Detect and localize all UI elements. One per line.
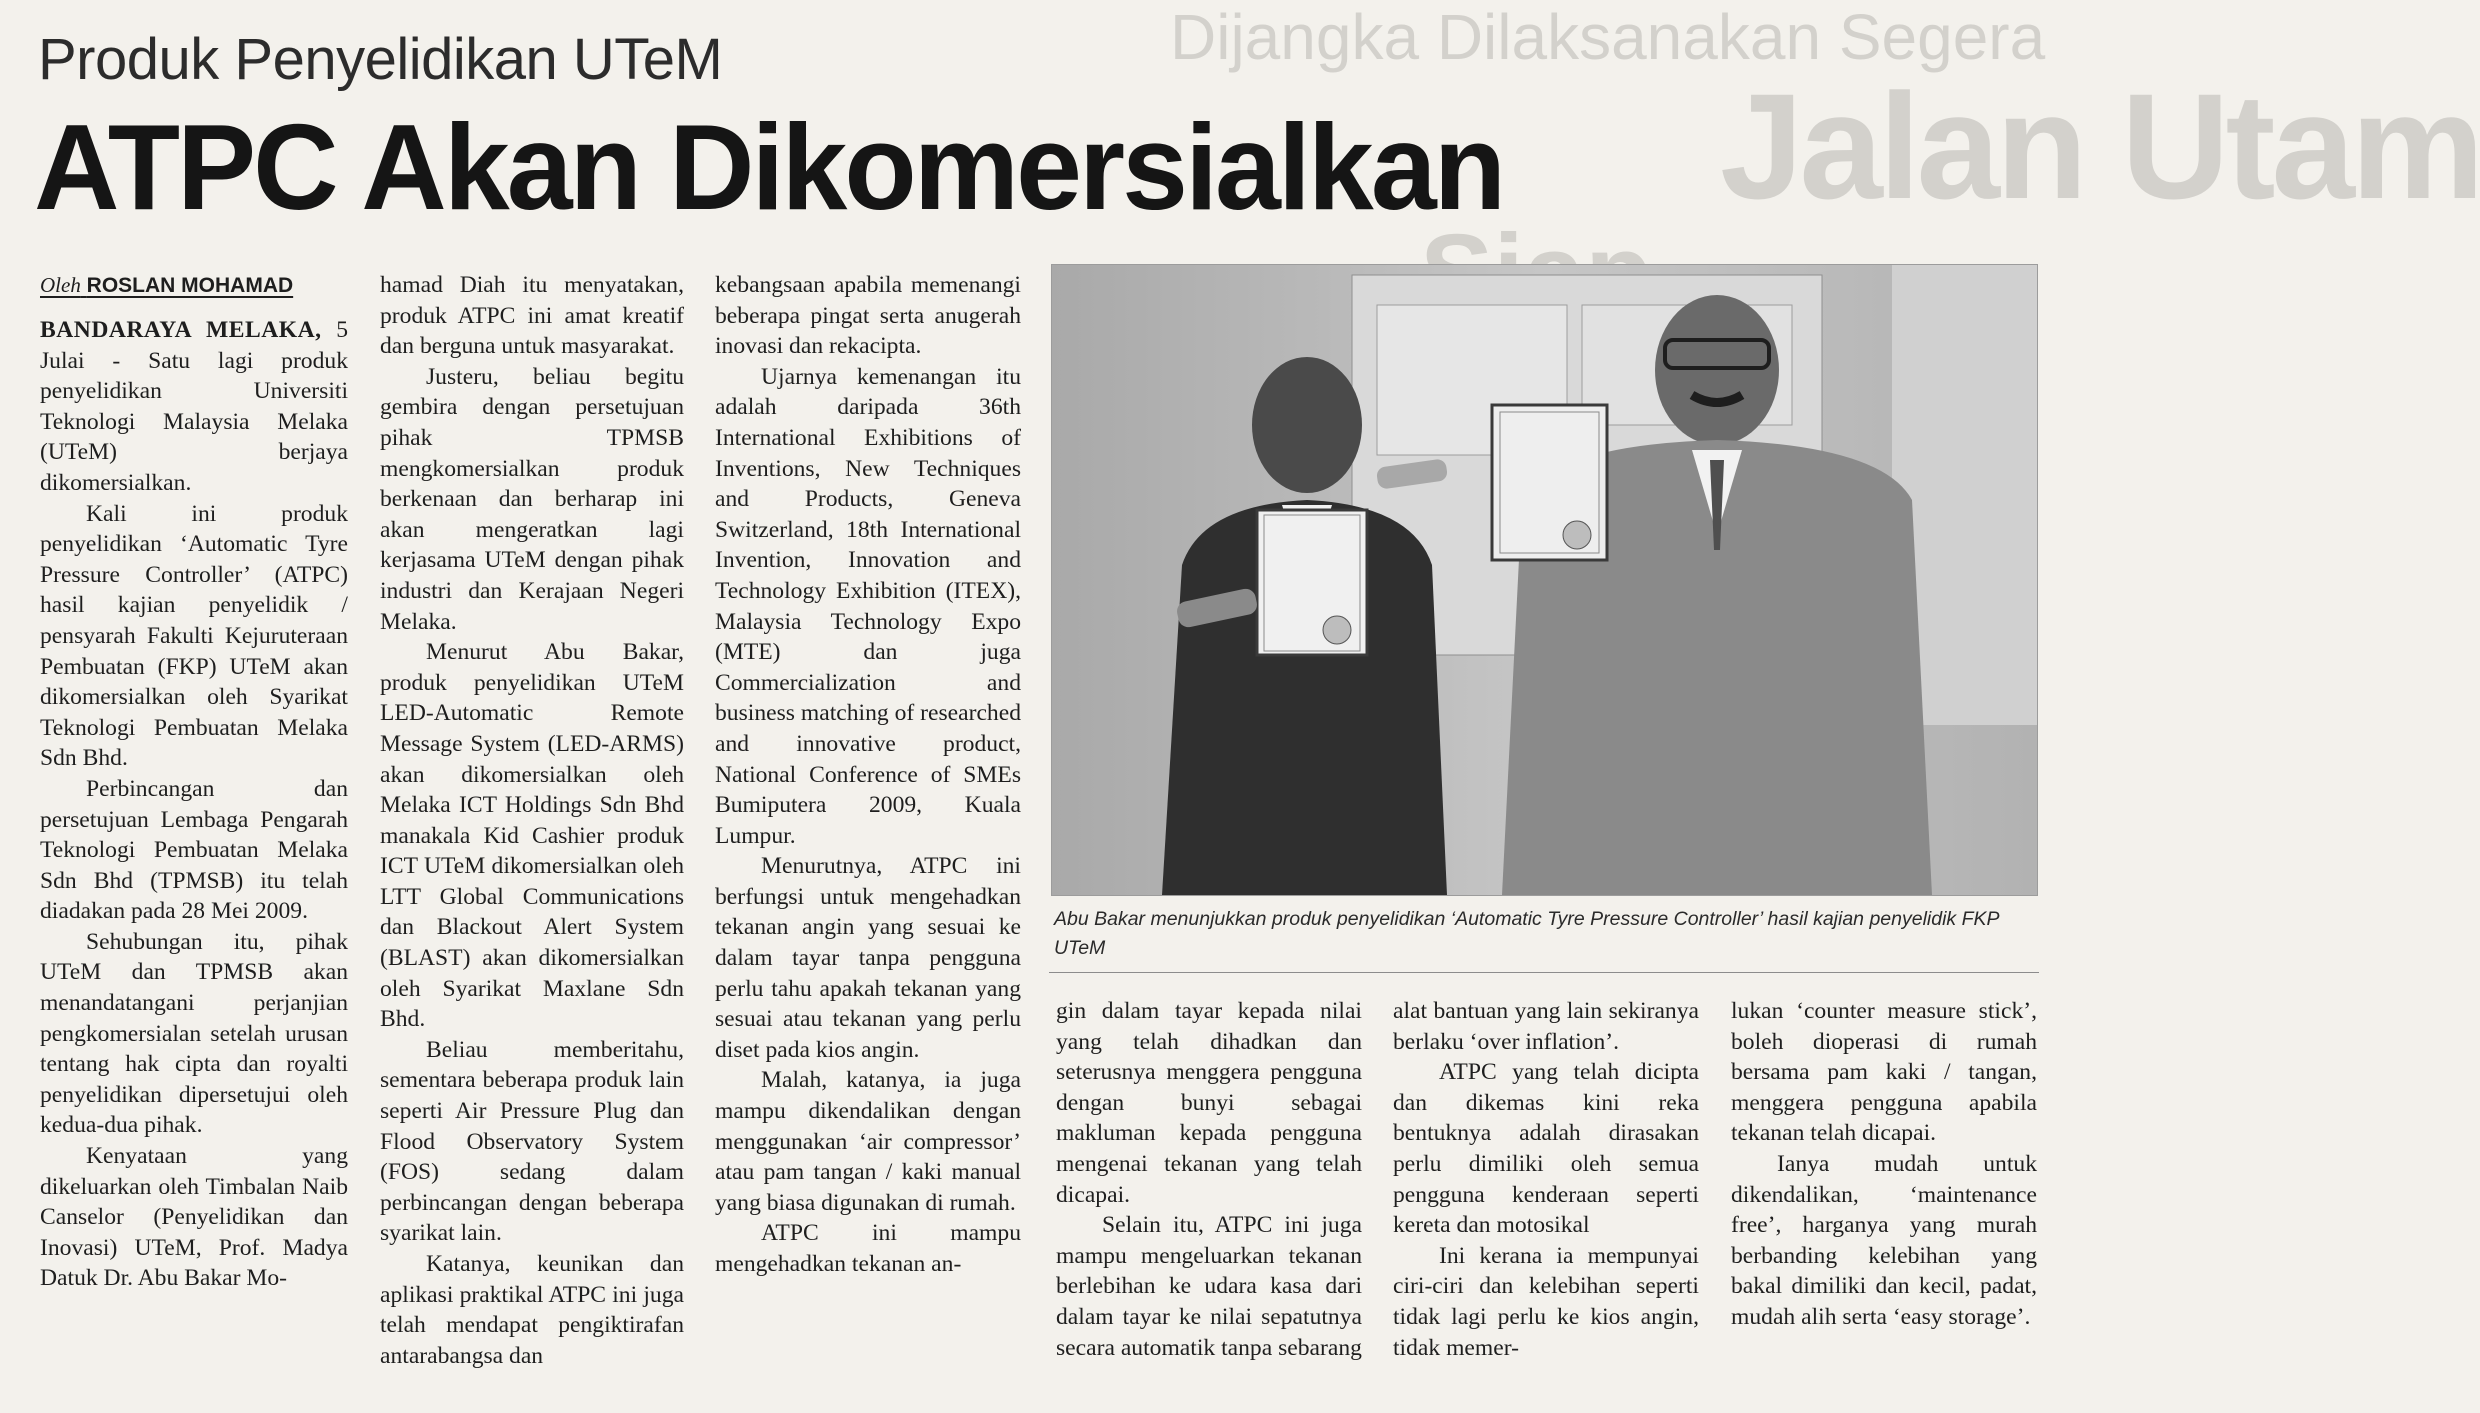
paragraph: Malah, katanya, ia juga mampu dikendalikan dengan menggunakan ‘air compressor’ atau pam tangan / kaki manual yang biasa digunakan di rumah.	[715, 1067, 1021, 1216]
byline-author: ROSLAN MOHAMAD	[86, 274, 294, 297]
paragraph: ATPC ini mampu mengehadkan tekanan an-	[715, 1220, 1021, 1277]
paragraph: kebangsaan apabila memenangi beberapa pingat serta anugerah inovasi dan rekacipta.	[715, 272, 1021, 360]
paragraph: Perbincangan dan persetujuan Lembaga Pengarah Teknologi Pembuatan Melaka Sdn Bhd (TPMSB) itu telah diadakan pada 28 Mei 2009.	[40, 775, 348, 925]
caption-divider	[1049, 972, 2039, 973]
paragraph: Justeru, beliau begitu gembira dengan persetujuan pihak TPMSB mengkomersialkan produk berkenaan dan berharap ini akan mengeratkan lagi kerjasama UTeM dengan pihak industri dan Kerajaan Negeri Melaka.	[380, 363, 684, 635]
certificate-left-seal	[1323, 616, 1351, 644]
photo-caption: Abu Bakar menunjukkan produk penyelidikan ‘Automatic Tyre Pressure Controller’ hasil kajian penyelidik FKP UTeM	[1054, 908, 1999, 959]
bleed-through-heading: Dijangka Dilaksanakan Segera	[1170, 1, 2046, 73]
article-headline: ATPC Akan Dikomersialkan	[34, 99, 1504, 235]
article-column-6	[1731, 996, 2037, 1333]
paragraph: Ianya mudah untuk dikendalikan, ‘maintenance free’, harganya yang murah berbanding kelebihan yang bakal dimiliki dan kecil, padat, mudah alih serta ‘easy storage’.	[1731, 1150, 2037, 1330]
byline-prefix: Oleh	[40, 273, 81, 297]
byline	[40, 270, 348, 301]
paragraph-text: 5 Julai - Satu lagi produk penyelidikan Universiti Teknologi Malaysia Melaka (UTeM) berjaya dikomersialkan.	[40, 317, 348, 496]
article-column-5	[1393, 996, 1699, 1363]
paragraph: hamad Diah itu menyatakan, produk ATPC ini amat kreatif dan berguna untuk masyarakat.	[380, 272, 684, 360]
paragraph: Kali ini produk penyelidikan ‘Automatic Tyre Pressure Controller’ (ATPC) hasil kajian penyelidik / pensyarah Fakulti Kejuruteraan Pembuatan (FKP) UTeM akan dikomersialkan oleh Syarikat Teknologi Pembuatan Melaka Sdn Bhd.	[40, 500, 348, 772]
paragraph: Ini kerana ia mempunyai ciri-ciri dan kelebihan seperti tidak lagi perlu ke kios angin, tidak memer-	[1393, 1242, 1699, 1361]
paragraph: Katanya, keunikan dan aplikasi praktikal ATPC ini juga telah mendapat pengiktirafan antarabangsa dan	[380, 1251, 684, 1369]
article-column-4	[1056, 996, 1362, 1363]
paragraph: Ujarnya kemenangan itu adalah daripada 36th International Exhibitions of Inventions, New Techniques and Products, Geneva Switzerland, 18th International Invention, Innovation and Technology Exhibition (ITEX), Malaysia Technology Expo (MTE) dan juga Commercialization and business matching of researched and innovative product, National Conference of SMEs Bumiputera 2009, Kuala Lumpur.	[715, 363, 1021, 849]
paragraph: Selain itu, ATPC ini juga mampu mengeluarkan tekanan berlebihan ke udara kasa dari dalam tayar ke nilai sepatutnya secara automatik tanpa sebarang	[1056, 1212, 1362, 1361]
article-column-1	[40, 270, 348, 1294]
article-kicker: Produk Penyelidikan UTeM	[38, 27, 723, 92]
paragraph: Sehubungan itu, pihak UTeM dan TPMSB akan menandatangani perjanjian pengkomersialan setelah urusan tentang hak cipta dan royalti penyelidikan dipersetujui oleh kedua-dua pihak.	[40, 928, 348, 1139]
paragraph: Menurut Abu Bakar, produk penyelidikan UTeM LED-Automatic Remote Message System (LED-ARMS) akan dikomersialkan oleh Melaka ICT Holdings Sdn Bhd manakala Kid Cashier produk ICT UTeM dikomersialkan oleh LTT Global Communications dan Blackout Alert System (BLAST) akan dikomersialkan oleh Syarikat Maxlane Sdn Bhd.	[380, 639, 684, 1033]
paragraph: ATPC yang telah dicipta dan dikemas kini reka bentuknya adalah dirasakan perlu dimiliki oleh semua pengguna kenderaan seperti kereta dan motosikal	[1393, 1059, 1699, 1239]
article-column-2	[380, 270, 684, 1371]
certificate-right-seal	[1563, 521, 1591, 549]
paragraph: Kenyataan yang dikeluarkan oleh Timbalan Naib Canselor (Penyelidikan dan Inovasi) UTeM, Prof. Madya Datuk Dr. Abu Bakar Mo-	[40, 1143, 348, 1292]
paragraph: Menurutnya, ATPC ini berfungsi untuk mengehadkan tekanan angin yang sesuai ke dalam tayar tanpa pengguna perlu tahu apakah tekanan yang sesuai atau tekanan yang perlu diset pada kios angin.	[715, 853, 1021, 1063]
article-column-3	[715, 270, 1021, 1280]
lead-paragraph	[40, 315, 348, 499]
paragraph: lukan ‘counter measure stick’, boleh dioperasi di rumah bersama pam kaki / tangan, menggera pengguna apabila tekanan telah dicapai.	[1731, 998, 2037, 1147]
article-photo	[1051, 264, 2038, 896]
bleed-through-headline: Jalan Utam	[1720, 62, 2480, 230]
paragraph: gin dalam tayar kepada nilai yang telah dihadkan dan seterusnya menggera pengguna dengan bunyi sebagai makluman kepada pengguna mengenai tekanan yang telah dicapai.	[1056, 998, 1362, 1208]
photo-illustration	[1052, 265, 2037, 895]
paragraph: alat bantuan yang lain sekiranya berlaku ‘over inflation’.	[1393, 998, 1699, 1055]
dateline: BANDARAYA MELAKA,	[40, 317, 322, 343]
paragraph: Beliau memberitahu, sementara beberapa produk lain seperti Air Pressure Plug dan Flood Observatory System (FOS) sedang dalam perbincangan dengan beberapa syarikat lain.	[380, 1036, 684, 1247]
